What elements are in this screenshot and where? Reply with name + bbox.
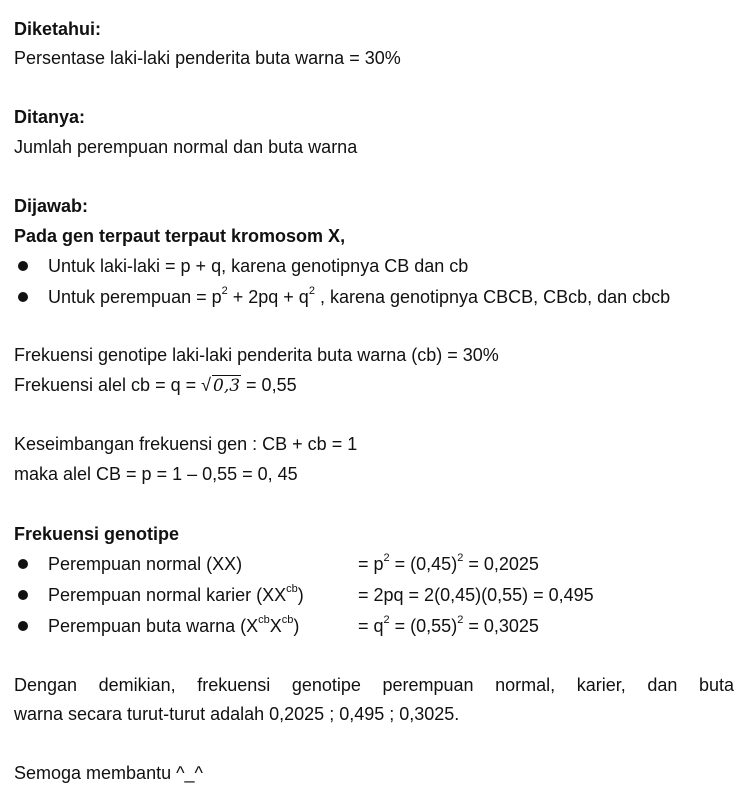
bullet-icon <box>18 621 28 631</box>
bullet-icon <box>18 559 28 569</box>
bullet-icon <box>18 261 28 271</box>
genotipe-item-karier-value: = 2pq = 2(0,45)(0,55) = 0,495 <box>358 585 594 605</box>
kesimpulan-line2: warna secara turut-turut adalah 0,2025 ; 0,495 ; 0,3025. <box>14 704 460 724</box>
genotipe-item-buta-label: Perempuan buta warna $(X^{cb}X^{cb})$ <box>48 614 300 636</box>
bullet-perempuan: Untuk perempuan = $p^2 + 2pq + q^2$ , karena genotipnya CBCB, CBcb, dan cbcb <box>48 285 671 307</box>
genotipe-item-karier-label: Perempuan normal karier $(XX^{cb})$ <box>48 583 304 605</box>
bullet-laki-laki: Untuk laki-laki = p + q, karena genotipnya CB dan cb <box>48 256 469 276</box>
genotipe-item-buta-value: = $q^2 = (0,55)^2 = 0,3025$ <box>358 614 539 636</box>
dijawab-heading: Dijawab: <box>14 196 89 216</box>
bullet-icon <box>18 590 28 600</box>
closing-text: Semoga membantu ^_^ <box>14 763 203 783</box>
keseimbangan-line2: maka alel CB = p = 1 – 0,55 = 0, 45 <box>14 464 298 484</box>
dijawab-subheading: Pada gen terpaut terpaut kromosom X, <box>14 226 346 246</box>
ditanya-text: Jumlah perempuan normal dan buta warna <box>14 137 358 157</box>
bullet-icon <box>18 292 28 302</box>
diketahui-heading: Diketahui: <box>14 19 102 39</box>
genotipe-item-normal-value: = $p^2 = (0,45)^2 = 0,2025$ <box>358 552 539 574</box>
genotipe-item-normal-label: Perempuan normal (XX) <box>48 554 243 574</box>
ditanya-heading: Ditanya: <box>14 107 86 127</box>
genotipe-heading: Frekuensi genotipe <box>14 524 180 544</box>
diketahui-text: Persentase laki-laki penderita buta warna = 30% <box>14 48 401 68</box>
sqrt-symbol: √ 0,3 <box>201 375 241 396</box>
keseimbangan-line1: Keseimbangan frekuensi gen : CB + cb = 1 <box>14 434 358 454</box>
frekuensi-line2: Frekuensi alel cb = q = √ 0,3 = 0,55 <box>14 375 297 396</box>
frekuensi-line1: Frekuensi genotipe laki-laki penderita buta warna (cb) = 30% <box>14 345 499 365</box>
kesimpulan-line1: Dengan demikian, frekuensi genotipe perempuan normal, karier, dan buta <box>14 675 734 695</box>
